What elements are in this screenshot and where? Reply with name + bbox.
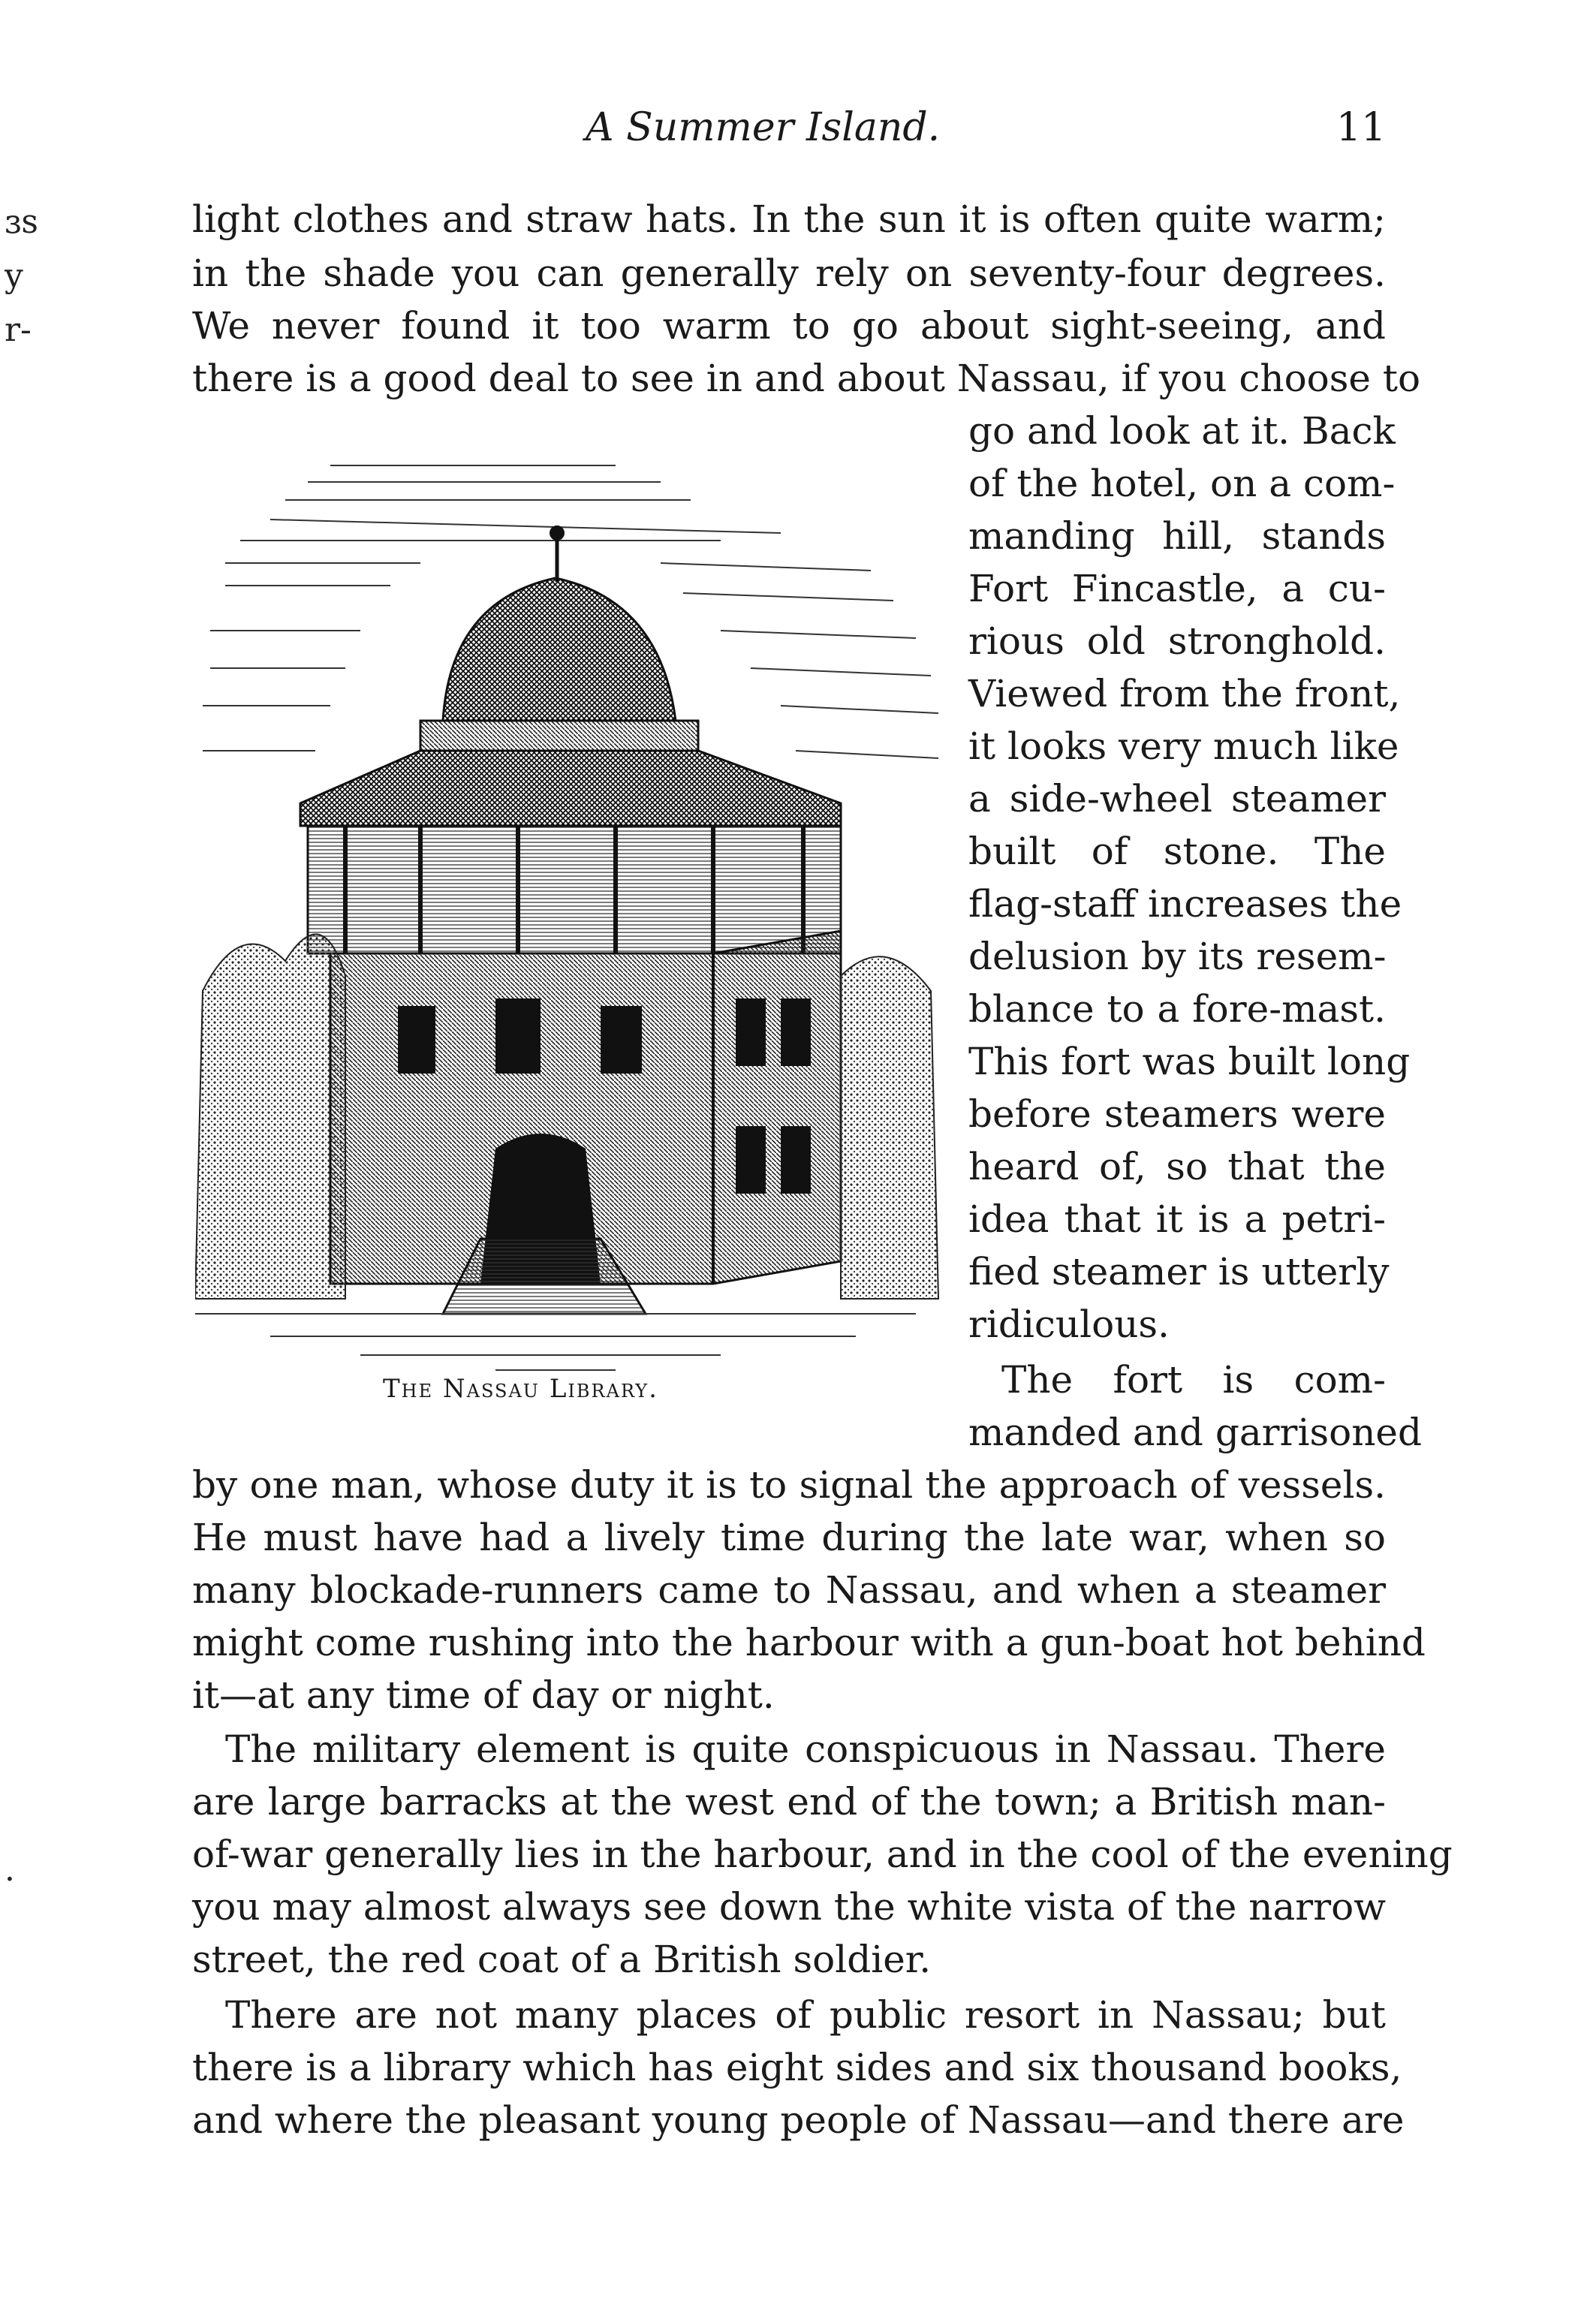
text-line: There are not many places of public resort in Nassau; but xyxy=(225,1993,1386,2037)
text-line: heard of, so that the xyxy=(968,1145,1386,1188)
text-line: and where the pleasant young people of Nassau—and there are xyxy=(192,2098,1405,2142)
nassau-library-illustration xyxy=(195,450,946,1375)
dome xyxy=(443,578,676,721)
text-line: by one man, whose duty it is to signal the approach of vessels. xyxy=(192,1463,1386,1507)
text-line: it—at any time of day or night. xyxy=(192,1673,775,1717)
text-line: a side-wheel steamer xyxy=(968,777,1386,821)
text-line: We never found it too warm to go about sight-seeing, and xyxy=(192,304,1386,348)
railing xyxy=(420,721,698,751)
text-line: The fort is com- xyxy=(1001,1358,1386,1402)
text-line: street, the red coat of a British soldier. xyxy=(192,1938,932,1981)
text-line: in the shade you can generally rely on seventy-four degrees. xyxy=(192,251,1386,295)
text-line: rious old stronghold. xyxy=(968,619,1386,663)
trees-right xyxy=(841,956,938,1299)
text-line: built of stone. The xyxy=(968,830,1386,873)
text-line: there is a good deal to see in and about Nassau, if you choose to xyxy=(192,357,1421,400)
text-line: blance to a fore-mast. xyxy=(968,987,1386,1031)
text-line: of-war generally lies in the harbour, and in the cool of the evening xyxy=(192,1833,1453,1876)
text-line: are large barracks at the west end of the town; a British man- xyxy=(192,1780,1386,1824)
text-line: there is a library which has eight sides and six thousand books, xyxy=(192,2046,1402,2089)
text-line: fied steamer is utterly xyxy=(968,1250,1390,1294)
text-line: This fort was built long xyxy=(968,1040,1411,1083)
figure-caption: The Nassau Library. xyxy=(383,1374,658,1404)
text-line: of the hotel, on a com- xyxy=(968,462,1396,505)
margin-fragment: · xyxy=(5,1860,15,1899)
text-line: light clothes and straw hats. In the sun it is often quite warm; xyxy=(192,197,1386,241)
margin-fragment: ɜs xyxy=(5,203,38,241)
roof xyxy=(300,751,841,826)
text-line: before steamers were xyxy=(968,1092,1386,1136)
text-line: idea that it is a petri- xyxy=(968,1197,1386,1241)
text-line: it looks very much like xyxy=(968,724,1399,768)
text-line: manding hill, stands xyxy=(968,514,1386,558)
text-line: flag-staff increases the xyxy=(968,882,1402,926)
trees-left xyxy=(195,934,345,1299)
margin-fragment: y xyxy=(5,257,23,295)
text-line: Viewed from the front, xyxy=(968,672,1401,715)
text-line: might come rushing into the harbour with a gun-boat hot behind xyxy=(192,1621,1426,1664)
text-line: go and look at it. Back xyxy=(968,409,1396,453)
margin-fragment: r- xyxy=(5,311,32,349)
text-line: ridiculous. xyxy=(968,1303,1170,1346)
ground xyxy=(195,1314,916,1370)
text-line: delusion by its resem- xyxy=(968,935,1387,978)
running-header-title: A Summer Island. xyxy=(586,105,941,150)
text-line: He must have had a lively time during the late war, when so xyxy=(192,1516,1386,1559)
text-line: you may almost always see down the white vista of the narrow xyxy=(192,1885,1386,1929)
text-line: Fort Fincastle, a cu- xyxy=(968,567,1386,610)
page-number: 11 xyxy=(1336,105,1387,150)
text-line: The military element is quite conspicuous in Nassau. There xyxy=(225,1727,1386,1771)
text-line: manded and garrisoned xyxy=(968,1411,1423,1454)
text-line: many blockade-runners came to Nassau, and when a steamer xyxy=(192,1568,1386,1612)
